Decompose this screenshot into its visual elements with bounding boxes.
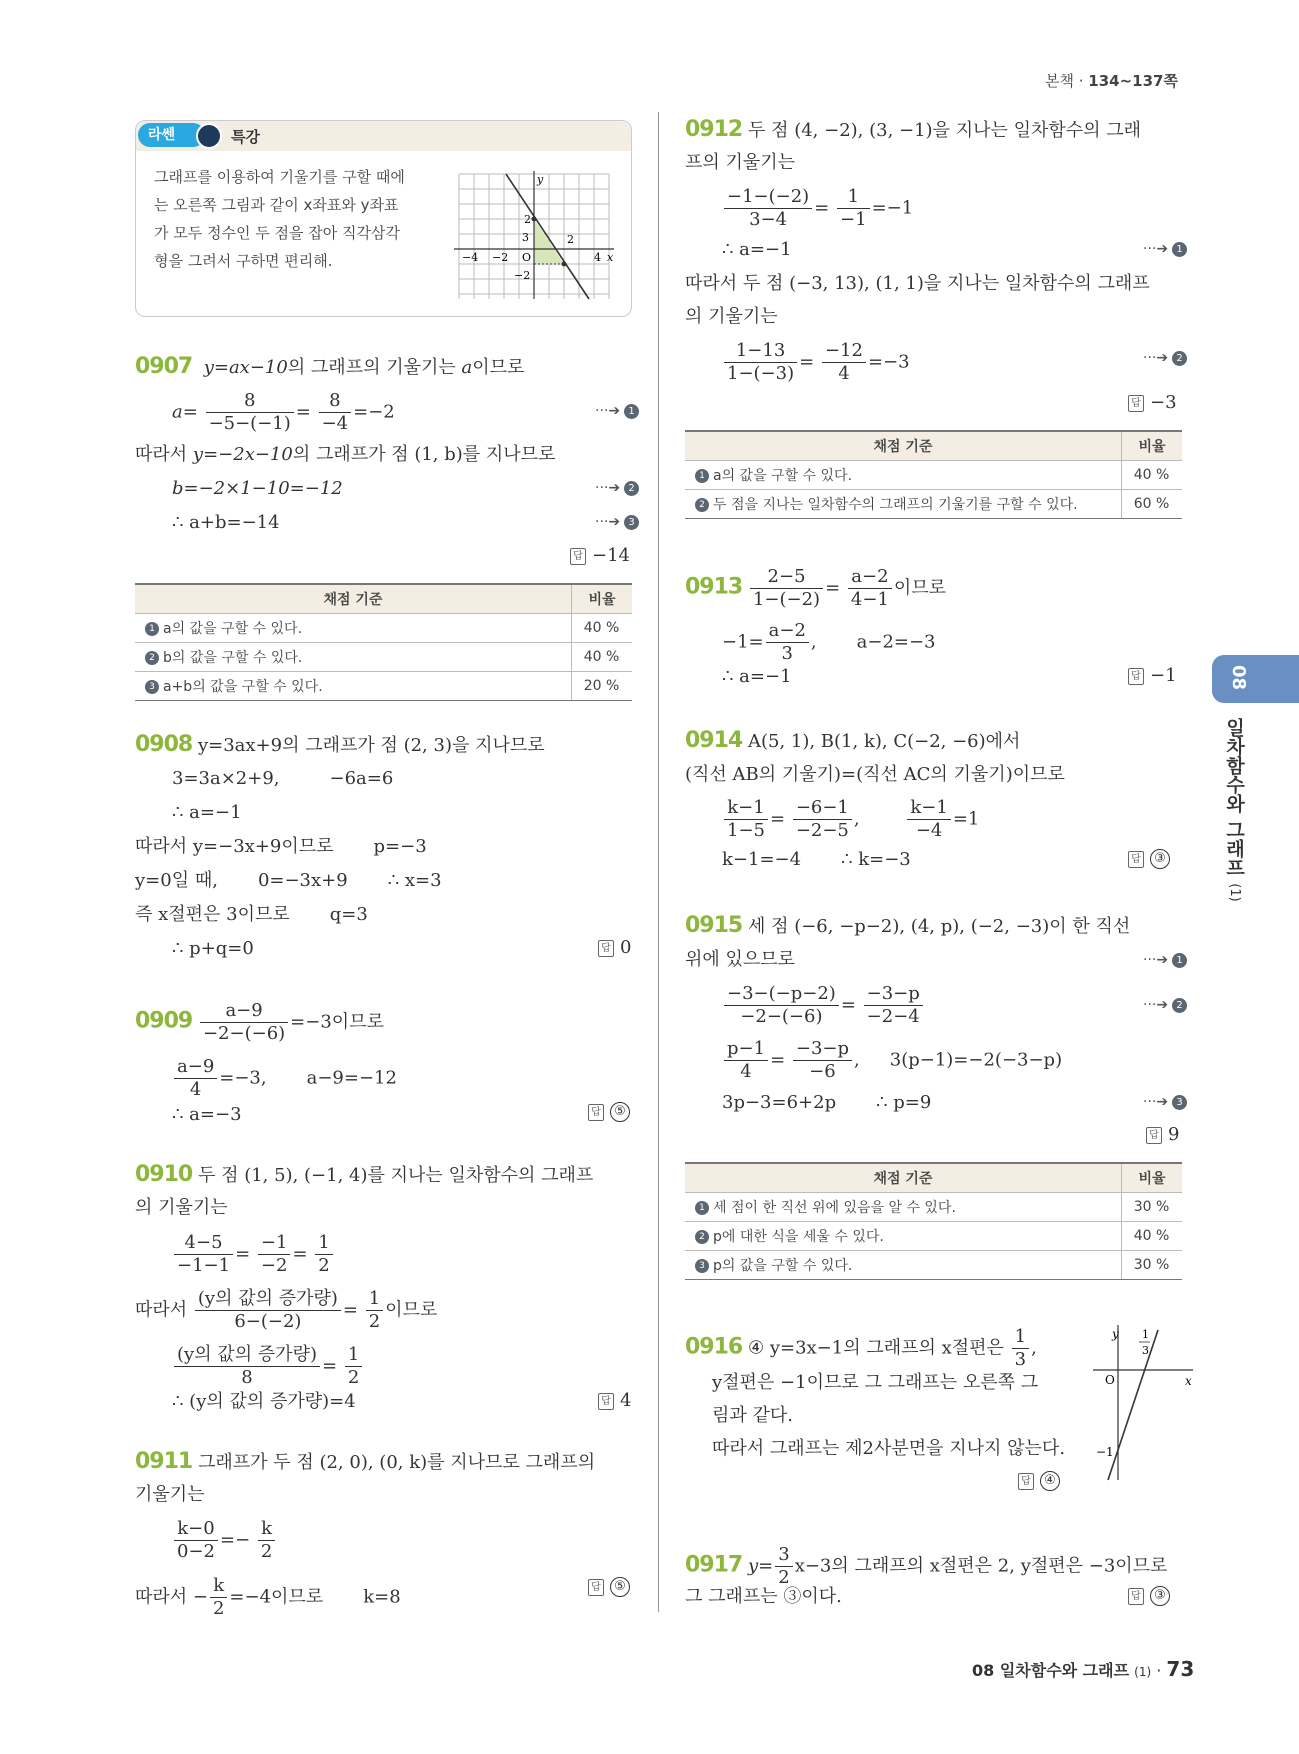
- problem-0912-line3: $\frac{-1-(-2)}{3-4}$ = $\frac{1}{-1}$ =−1: [722, 186, 913, 231]
- table-row: 3 p의 값을 구할 수 있다. 30 %: [685, 1251, 1182, 1280]
- graph-x-intercept-num: 1: [1142, 1328, 1149, 1341]
- answer: 답 −3: [1128, 392, 1177, 413]
- tip-graph-tick-m4: −4: [462, 251, 479, 264]
- answer: 답 4: [598, 1390, 631, 1411]
- answer-icon: 답: [570, 548, 586, 565]
- fraction: $\frac{-1-(-2)}{3-4}$: [724, 186, 812, 231]
- tip-box: [135, 120, 632, 317]
- graph-origin: O: [1105, 1373, 1115, 1387]
- answer: 답 ⑤: [588, 1576, 630, 1597]
- table-header: 채점 기준: [685, 431, 1122, 461]
- problem-number: 0915: [685, 913, 743, 938]
- problem-0912-line4: ∴ a=−1: [722, 239, 792, 260]
- fraction: (y의 값의 증가량) 6−(−2): [195, 1288, 341, 1333]
- answer-icon: 답: [588, 1579, 604, 1596]
- fraction: $\frac{2-5}{1-(-2)}$: [750, 566, 823, 611]
- problem-0907-line5: ∴ a+b=−14: [172, 512, 280, 533]
- step-marker-2: ···➔ 2: [1143, 997, 1187, 1013]
- tip-graph-y-label: y: [537, 173, 544, 186]
- problem-0914-line4: k−1=−4 ∴ k=−3: [722, 849, 911, 870]
- problem-0915-line4: $\frac{p-1}{4}$ = $\frac{-3-p}{-6}$ , 3(p−1)=−2(−3−p): [722, 1038, 1062, 1083]
- tip-graph-run: 2: [567, 233, 574, 246]
- problem-0910-line3: $\frac{4-5}{-1-1}$ = $\frac{-1}{-2}$ = $\frac{1}{2}$: [172, 1232, 335, 1277]
- tip-graph-origin: O: [522, 251, 532, 264]
- problem-0908-line5: y=0일 때, 0=−3x+9 ∴ x=3: [135, 870, 442, 891]
- problem-0911-line3: $\frac{k-0}{0-2}$ =− $\frac{k}{2}$: [172, 1518, 277, 1563]
- answer-icon: 답: [598, 940, 614, 957]
- problem-0911-line4: 따라서 − $\frac{k}{2}$ =−4이므로 k=8: [135, 1575, 401, 1619]
- fraction: $\frac{8}{-4}$: [319, 390, 352, 435]
- problem-0916-line3: 림과 같다.: [712, 1405, 793, 1426]
- problem-0917-line2: 그 그래프는 ③이다.: [685, 1586, 842, 1607]
- fraction: $\frac{a-2}{3}$: [766, 620, 809, 665]
- answer-icon: 답: [1128, 668, 1144, 685]
- tip-title: 특강: [231, 128, 260, 146]
- step-marker-3: ···➔ 3: [1143, 1094, 1187, 1110]
- fraction: $\frac{k}{2}$: [210, 1575, 227, 1620]
- problem-0907-line1: 0907 y=ax−10의 그래프의 기울기는 a이므로: [135, 354, 525, 379]
- answer-icon: 답: [1128, 851, 1144, 868]
- fraction: $\frac{-12}{4}$: [822, 340, 866, 385]
- fraction: $\frac{3}{2}$: [775, 1544, 792, 1589]
- answer: 답 ③: [1128, 848, 1170, 869]
- fraction: $\frac{1}{2}$: [366, 1288, 383, 1333]
- problem-0913-line1: 0913 $\frac{2-5}{1-(-2)}$ = $\frac{a-2}{4-1}$ 이므로: [685, 566, 947, 610]
- fraction: $\frac{-6-1}{-2-5}$: [793, 797, 852, 842]
- problem-0910-line5: (y의 값의 증가량) 8 = $\frac{1}{2}$: [172, 1344, 364, 1389]
- table-header: 비율: [572, 584, 633, 614]
- fraction: $\frac{1}{-1}$: [837, 186, 870, 231]
- tip-graph-x-label: x: [607, 251, 614, 264]
- table-row: 1 a의 값을 구할 수 있다. 40 %: [135, 614, 632, 643]
- step-marker-3: ···➔ 3: [595, 514, 639, 530]
- problem-0916-line2: y절편은 −1이므로 그 그래프는 오른쪽 그: [712, 1372, 1039, 1393]
- problem-0910-line1: 0910 두 점 (1, 5), (−1, 4)를 지나는 일차함수의 그래프: [135, 1162, 594, 1187]
- problem-0915-line3: $\frac{-3-(-p-2)}{-2-(-6)}$ = $\frac{-3-p}{-2-4}$: [722, 983, 925, 1028]
- answer: 답 ③: [1128, 1585, 1170, 1606]
- fraction: $\frac{k-0}{0-2}$: [174, 1518, 218, 1563]
- graph-0916: [1088, 1320, 1198, 1485]
- graph-x-label: x: [1185, 1374, 1192, 1388]
- answer: 답 −14: [570, 545, 630, 566]
- problem-number: 0909: [135, 1008, 193, 1034]
- step-marker-2: ···➔ 2: [1143, 350, 1187, 366]
- graph-y-intercept: −1: [1096, 1445, 1114, 1459]
- problem-0912-line6: 의 기울기는: [685, 306, 778, 327]
- tip-graph-tick-m2y: −2: [514, 269, 531, 282]
- fraction: $\frac{a-9}{4}$: [174, 1056, 217, 1101]
- page-footer: 08 일차함수와 그래프 (1) · 73: [972, 1657, 1195, 1681]
- problem-0908-line1: 0908 y=3ax+9의 그래프가 점 (2, 3)을 지나므로: [135, 732, 545, 757]
- problem-0912-line2: 프의 기울기는: [685, 152, 796, 173]
- table-header: 채점 기준: [685, 1163, 1122, 1193]
- fraction: $\frac{-1}{-2}$: [258, 1232, 291, 1277]
- problem-0907-line3: 따라서 y=−2x−10의 그래프가 점 (1, b)를 지나므로: [135, 444, 556, 465]
- graph-x-intercept-den: 3: [1142, 1344, 1149, 1357]
- problem-0913-line3: ∴ a=−1: [722, 666, 792, 687]
- problem-0911-line2: 기울기는: [135, 1484, 205, 1505]
- step-marker-1: ···➔ 1: [1143, 952, 1187, 968]
- answer-icon: 답: [1128, 395, 1144, 412]
- page-header: 본책 · 134~137쪽: [1045, 72, 1178, 90]
- table-row: 2 p에 대한 식을 세울 수 있다. 40 %: [685, 1222, 1182, 1251]
- fraction: $\frac{p-1}{4}$: [724, 1038, 768, 1083]
- answer-icon: 답: [1128, 1588, 1144, 1605]
- fraction: $\frac{k-1}{1-5}$: [724, 797, 768, 842]
- problem-0907-line2: a= $\frac{8}{-5-(-1)}$ = $\frac{8}{-4}$ =−2: [172, 390, 395, 434]
- answer: 답 ④: [1018, 1470, 1060, 1491]
- scoring-table-0915: [685, 1162, 1182, 1280]
- problem-0910-line2: 의 기울기는: [135, 1197, 228, 1218]
- problem-0908-line3: ∴ a=−1: [172, 802, 242, 823]
- tip-graph-tick-m2: −2: [492, 251, 509, 264]
- answer-icon: 답: [1018, 1473, 1034, 1490]
- problem-0908-line2: 3=3a×2+9, −6a=6: [172, 768, 394, 789]
- graph-y-label: y: [1112, 1327, 1119, 1341]
- table-row: 1 세 점이 한 직선 위에 있음을 알 수 있다. 30 %: [685, 1193, 1182, 1222]
- problem-0913-line2: −1= $\frac{a-2}{3}$ , a−2=−3: [722, 620, 936, 664]
- side-tab: [1212, 655, 1299, 703]
- scoring-table-0907: [135, 583, 632, 701]
- table-row: 2 b의 값을 구할 수 있다. 40 %: [135, 643, 632, 672]
- answer: 답 0: [598, 937, 631, 958]
- problem-number: 0910: [135, 1162, 193, 1187]
- problem-0909-line1: 0909 $\frac{a-9}{-2-(-6)}$ =−3이므로: [135, 1000, 384, 1044]
- problem-0914-line3: $\frac{k-1}{1-5}$ = $\frac{-6-1}{-2-5}$ , $\frac{k-1}{-4}$ =1: [722, 797, 979, 842]
- tip-graph-tick-4: 4: [594, 251, 601, 264]
- table-header: 비율: [1122, 1163, 1183, 1193]
- problem-0912-line7: $\frac{1-13}{1-(-3)}$ = $\frac{-12}{4}$ =−3: [722, 340, 910, 385]
- problem-0908-line7: ∴ p+q=0: [172, 938, 254, 959]
- problem-number: 0907: [135, 354, 193, 379]
- answer-icon: 답: [598, 1393, 614, 1410]
- answer: 답 ⑤: [588, 1101, 630, 1122]
- column-divider: [658, 112, 659, 1612]
- problem-0911-line1: 0911 그래프가 두 점 (2, 0), (0, k)를 지나므로 그래프의: [135, 1449, 596, 1474]
- fraction: $\frac{8}{-5-(-1)}$: [206, 390, 294, 435]
- answer: 답 −1: [1128, 665, 1177, 686]
- problem-0909-line2: $\frac{a-9}{4}$ =−3, a−9=−12: [172, 1056, 397, 1101]
- answer-icon: 답: [1146, 1127, 1162, 1144]
- answer: 답 9: [1146, 1124, 1179, 1145]
- fraction: $\frac{a-2}{4-1}$: [848, 566, 892, 611]
- problem-number: 0912: [685, 117, 743, 142]
- tip-grid-graph: [454, 169, 619, 304]
- problem-0912-line5: 따라서 두 점 (−3, 13), (1, 1)을 지나는 일차함수의 그래프: [685, 273, 1150, 294]
- problem-0909-line3: ∴ a=−3: [172, 1104, 242, 1125]
- problem-number: 0916: [685, 1334, 743, 1360]
- fraction: $\frac{1-13}{1-(-3)}$: [724, 340, 797, 385]
- table-row: 3 a+b의 값을 구할 수 있다. 20 %: [135, 672, 632, 701]
- fraction: $\frac{-3-p}{-2-4}$: [864, 983, 923, 1028]
- step-marker-1: ···➔ 1: [1143, 241, 1187, 257]
- tip-graph-tick-3: 3: [522, 231, 529, 244]
- problem-number: 0908: [135, 732, 193, 757]
- problem-0912-line1: 0912 두 점 (4, −2), (3, −1)을 지나는 일차함수의 그래: [685, 117, 1142, 142]
- table-row: 1 a의 값을 구할 수 있다. 40 %: [685, 461, 1182, 490]
- fraction: $\frac{4-5}{-1-1}$: [174, 1232, 233, 1277]
- fraction: $\frac{k}{2}$: [258, 1518, 275, 1563]
- table-row: 2 두 점을 지나는 일차함수의 그래프의 기울기를 구할 수 있다. 60 %: [685, 490, 1182, 519]
- fraction: $\frac{-3-p}{-6}$: [793, 1038, 852, 1083]
- problem-0908-line4: 따라서 y=−3x+9이므로 p=−3: [135, 836, 427, 857]
- problem-0916-line4: 따라서 그래프는 제2사분면을 지나지 않는다.: [712, 1438, 1066, 1459]
- tip-text: 그래프를 이용하여 기울기를 구할 때에 는 오른쪽 그림과 같이 x좌표와 y좌표 가 모두 정수인 두 점을 잡아 직각삼각 형을 그려서 구하면 편리해.: [154, 168, 405, 270]
- step-marker-2: ···➔ 2: [595, 480, 639, 496]
- page-number: 73: [1166, 1657, 1195, 1681]
- problem-0917-line1: 0917 y= $\frac{3}{2}$ x−3의 그래프의 x절편은 2, y절편은 −3이므로: [685, 1544, 1168, 1588]
- tip-badge-circle: [196, 123, 222, 149]
- problem-0915-line1: 0915 세 점 (−6, −p−2), (4, p), (−2, −3)이 한 직선: [685, 913, 1131, 938]
- tip-graph-tick-2: 2: [524, 213, 531, 226]
- fraction: $\frac{-3-(-p-2)}{-2-(-6)}$: [724, 983, 839, 1028]
- problem-number: 0911: [135, 1449, 193, 1474]
- side-tab-num: 08: [1228, 664, 1250, 691]
- table-header: 채점 기준: [135, 584, 572, 614]
- problem-0915-line2: 위에 있으므로: [685, 949, 796, 970]
- problem-number: 0913: [685, 574, 743, 600]
- problem-0915-line5: 3p−3=6+2p ∴ p=9: [722, 1092, 932, 1113]
- fraction: $\frac{k-1}{-4}$: [907, 797, 950, 842]
- problem-0907-line4: b=−2×1−10=−12: [172, 478, 343, 499]
- fraction: $\frac{1}{2}$: [315, 1232, 332, 1277]
- fraction: $\frac{1}{2}$: [345, 1344, 362, 1389]
- step-marker-1: ···➔ 1: [595, 403, 639, 419]
- fraction: $\frac{a-9}{-2-(-6)}$: [200, 1000, 288, 1045]
- problem-0910-line6: ∴ (y의 값의 증가량)=4: [172, 1391, 356, 1412]
- scoring-table-0912: [685, 430, 1182, 519]
- tip-badge: 라쎈: [138, 123, 205, 147]
- problem-0916-line1: 0916 ④ y=3x−1의 그래프의 x절편은 $\frac{1}{3}$ ,: [685, 1326, 1037, 1370]
- problem-0914-line2: (직선 AB의 기울기)=(직선 AC의 기울기)이므로: [685, 764, 1065, 785]
- problem-0914-line1: 0914 A(5, 1), B(1, k), C(−2, −6)에서: [685, 728, 1021, 753]
- table-header: 비율: [1122, 431, 1183, 461]
- problem-number: 0917: [685, 1552, 743, 1578]
- problem-0908-line6: 즉 x절편은 3이므로 q=3: [135, 904, 368, 925]
- problem-number: 0914: [685, 728, 743, 753]
- fraction: (y의 값의 증가량) 8: [174, 1344, 320, 1389]
- problem-0910-line4: 따라서 (y의 값의 증가량) 6−(−2) = $\frac{1}{2}$ 이므로: [135, 1288, 438, 1332]
- fraction: $\frac{1}{3}$: [1012, 1326, 1029, 1371]
- side-tab-title: 일차함수와 그래프 (1): [1223, 718, 1245, 902]
- answer-icon: 답: [588, 1104, 604, 1121]
